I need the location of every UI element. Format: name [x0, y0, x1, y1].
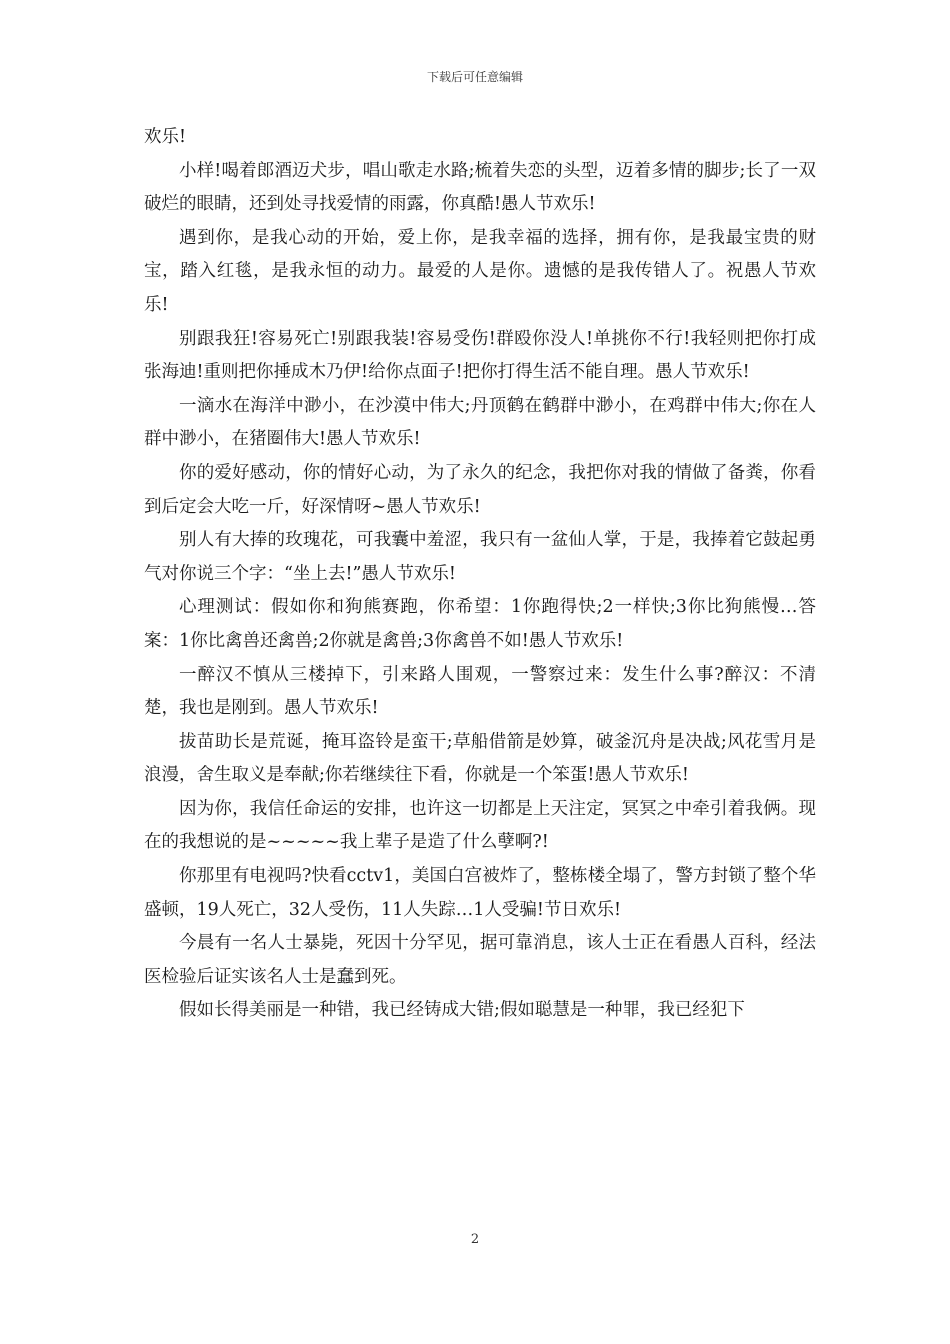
paragraph: 别人有大捧的玫瑰花，可我囊中羞涩，我只有一盆仙人掌，于是，我捧着它鼓起勇气对你说三个字：“坐上去!”愚人节欢乐! — [144, 530, 816, 584]
paragraph: 小样!喝着郎酒迈犬步，唱山歌走水路;梳着失恋的头型，迈着多情的脚步;长了一双破烂的眼睛，还到处寻找爱情的雨露，你真酷!愚人节欢乐! — [144, 160, 816, 215]
paragraph: 你的爱好感动，你的情好心动，为了永久的纪念，我把你对我的情做了备粪，你看到后定会大吃一斤，好深情呀~愚人节欢乐! — [144, 462, 816, 517]
paragraph: 你那里有电视吗?快看cctv1，美国白宫被炸了，整栋楼全塌了，警方封锁了整个华盛顿，19人死亡，32人受伤，11人失踪…1人受骗!节日欢乐! — [144, 866, 816, 920]
paragraph: 欢乐! — [144, 127, 187, 147]
paragraph: 别跟我狂!容易死亡!别跟我装!容易受伤!群殴你没人!单挑你不行!我轻则把你打成张海迪!重则把你捶成木乃伊!给你点面子!把你打得生活不能自理。愚人节欢乐! — [144, 328, 816, 383]
document-body — [144, 121, 816, 1028]
paragraph: 假如长得美丽是一种错，我已经铸成大错;假如聪慧是一种罪，我已经犯下 — [179, 1000, 745, 1021]
page-header: 下载后可任意编辑 — [426, 70, 523, 84]
paragraph: 一滴水在海洋中渺小，在沙漠中伟大;丹顶鹤在鹤群中渺小，在鸡群中伟大;你在人群中渺小，在猪圈伟大!愚人节欢乐! — [144, 395, 816, 450]
paragraph: 今晨有一名人士暴毙，死因十分罕见，据可靠消息，该人士正在看愚人百科，经法医检验后证实该名人士是蠢到死。 — [144, 933, 816, 987]
page-number: 2 — [470, 1232, 480, 1247]
paragraph: 拔苗助长是荒诞，掩耳盗铃是蛮干;草船借箭是妙算，破釜沉舟是决战;风花雪月是浪漫，舍生取义是奉献;你若继续往下看，你就是一个笨蛋!愚人节欢乐! — [144, 731, 816, 786]
paragraph: 因为你，我信任命运的安排，也许这一切都是上天注定，冥冥之中牵引着我俩。现在的我想说的是~~~~~我上辈子是造了什么孽啊?! — [144, 798, 816, 853]
paragraph: 心理测试：假如你和狗熊赛跑，你希望：1你跑得快;2一样快;3你比狗熊慢…答案：1你比禽兽还禽兽;2你就是禽兽;3你禽兽不如!愚人节欢乐! — [144, 597, 816, 651]
paragraph: 遇到你，是我心动的开始，爱上你，是我幸福的选择，拥有你，是我最宝贵的财宝，踏入红毯，是我永恒的动力。最爱的人是你。遗憾的是我传错人了。祝愚人节欢乐! — [144, 227, 816, 315]
paragraph: 一醉汉不慎从三楼掉下，引来路人围观，一警察过来：发生什么事?醉汉：不清楚，我也是刚到。愚人节欢乐! — [144, 664, 816, 719]
